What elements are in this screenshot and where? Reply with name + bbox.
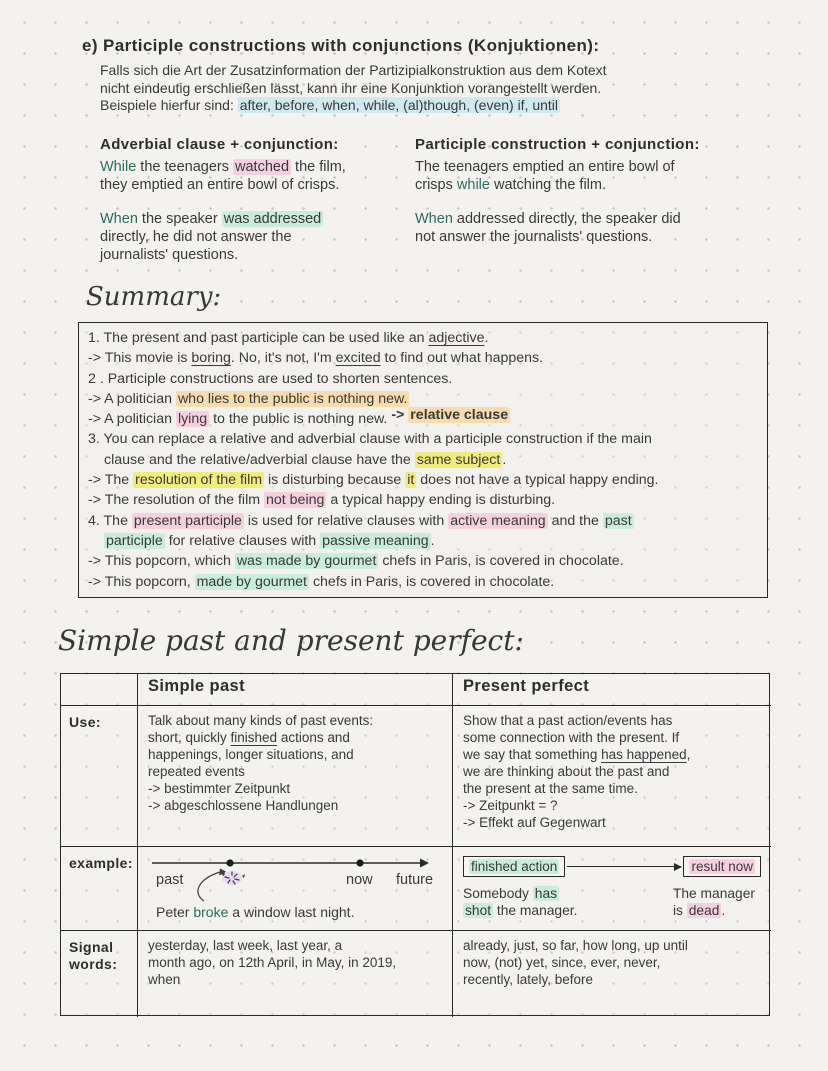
text-line: journalists' questions. xyxy=(100,247,239,263)
finished-action-result-diagram xyxy=(463,856,761,877)
past-event-dot xyxy=(226,859,233,866)
text-line: 1. The present and past participle can be used like an adjective. xyxy=(88,330,489,346)
text-line: we say that something has happened, xyxy=(463,747,691,762)
intro-paragraph xyxy=(100,62,790,115)
text-line: 2 . Participle constructions are used to shorten sentences. xyxy=(88,370,453,387)
text-line: happenings, longer situations, and xyxy=(148,747,354,762)
page-title: e) Participle constructions with conjunctions (Konjuktionen): xyxy=(82,36,600,55)
participle-example-1 xyxy=(415,158,790,194)
text-line: short, quickly finished actions and xyxy=(148,730,350,745)
result-now-box xyxy=(683,856,761,877)
text-line: clause and the relative/adverbial clause have the same subject . xyxy=(104,451,507,468)
timeline-future-label: future xyxy=(396,872,434,888)
comparison-columns xyxy=(100,136,790,264)
text-line: Somebody has xyxy=(463,886,558,901)
timeline-arrowhead xyxy=(420,859,429,868)
text-line: The teenagers emptied an entire bowl of xyxy=(415,159,675,175)
timeline-past-label: past xyxy=(156,872,184,888)
text-line: some connection with the present. If xyxy=(463,730,680,745)
text-line: -> This popcorn, made by gourmet chefs in Paris, is covered in chocolate. xyxy=(88,573,555,590)
result-now-label: result now xyxy=(691,859,753,874)
text-line: crisps while watching the film. xyxy=(415,177,607,193)
text-line: Falls sich die Art der Zusatzinformation der Partizipialkonstruktion aus dem Kotext xyxy=(100,62,607,78)
tense-section-heading: Simple past and present perfect: xyxy=(58,624,524,657)
text-line: When addressed directly, the speaker did xyxy=(415,211,681,227)
simple-past-header: Simple past xyxy=(138,674,453,706)
text-line: -> This movie is boring. No, it's not, I'm excited to find out what happens. xyxy=(88,350,544,367)
text-line: The manager xyxy=(672,886,755,901)
text-line: is dead . xyxy=(672,903,726,918)
text-line: When the speaker was addressed xyxy=(100,211,322,227)
summary-box xyxy=(78,322,768,598)
finished-action-box xyxy=(463,856,565,877)
text-line: month ago, on 12th April, in May, in 2019, xyxy=(148,955,397,970)
present-perfect-sentence xyxy=(463,885,577,919)
text-line: Peter broke a window last night. xyxy=(156,904,355,920)
text-line: Beispiele hierfur sind: after, before, when, while, (al)though, (even) if, until xyxy=(100,97,559,113)
timeline-now-label: now xyxy=(346,872,373,888)
summary-heading: Summary: xyxy=(86,282,222,312)
text-line: While the teenagers watched the film, xyxy=(100,159,346,175)
result-arrow xyxy=(567,866,681,867)
finished-action-label: finished action xyxy=(471,859,558,874)
text-line: directly, he did not answer the xyxy=(100,229,292,245)
table-corner-cell xyxy=(61,674,138,706)
text-line: the present at the same time. xyxy=(463,781,638,796)
text-line: 3. You can replace a relative and adverbial clause with a participle construction if the main xyxy=(88,431,652,448)
text-line: not answer the journalists' questions. xyxy=(415,229,653,245)
text-line: we are thinking about the past and xyxy=(463,764,670,779)
sentence-to-dot-arrow xyxy=(198,872,220,901)
text-line: Talk about many kinds of past events: xyxy=(148,713,374,728)
adverbial-example-2 xyxy=(100,210,415,264)
participle-construction-column xyxy=(415,136,790,264)
text-line: -> Zeitpunkt = ? xyxy=(463,798,558,813)
text-line: Show that a past action/events has xyxy=(463,713,673,728)
text-line: -> A politician lying to the public is nothing new. -> relative clause xyxy=(88,407,509,428)
example-simple-past-cell xyxy=(138,847,453,931)
text-line: recently, lately, before xyxy=(463,972,594,987)
result-sentence xyxy=(673,885,761,919)
text-line: -> abgeschlossene Handlungen xyxy=(148,798,339,813)
simple-past-example-sentence xyxy=(148,904,442,921)
adverbial-clause-column xyxy=(100,136,415,264)
participle-example-2 xyxy=(415,210,790,246)
text-line: yesterday, last week, last year, a xyxy=(148,938,343,953)
present-perfect-header: Present perfect xyxy=(453,674,771,706)
text-line: repeated events xyxy=(148,764,245,779)
text-line: -> The resolution of the film is disturbing because it does not have a typical happy ending. xyxy=(88,472,659,489)
text-line: 4. The present participle is used for relative clauses with active meaning and the past xyxy=(88,512,632,529)
adverbial-example-1 xyxy=(100,158,415,194)
timeline-diagram xyxy=(148,853,443,903)
use-row-label: Use: xyxy=(61,706,138,847)
text-line: nicht eindeutig erschließen lässt, kann ihr eine Konjunktion vorangestellt werden. xyxy=(100,79,602,96)
adverbial-clause-heading: Adverbial clause + conjunction: xyxy=(100,136,339,153)
text-line: they emptied an entire bowl of crisps. xyxy=(100,177,340,193)
use-simple-past-cell xyxy=(138,706,453,847)
broken-window-doodle xyxy=(221,871,245,885)
text-line: already, just, so far, how long, up until xyxy=(463,938,688,953)
example-present-perfect-cell xyxy=(453,847,771,931)
text-line: now, (not) yet, since, ever, never, xyxy=(463,955,661,970)
text-line: -> bestimmter Zeitpunkt xyxy=(148,781,291,796)
text-line: -> Effekt auf Gegenwart xyxy=(463,815,606,830)
signal-words-simple-past-cell xyxy=(138,931,453,1017)
example-row-label: example: xyxy=(61,847,138,931)
signal-words-row-label: Signal words: xyxy=(61,931,138,1017)
text-line: participle for relative clauses with passive meaning . xyxy=(106,532,435,549)
text-line: -> The resolution of the film not being a typical happy ending is disturbing. xyxy=(88,492,556,509)
signal-words-present-perfect-cell xyxy=(453,931,771,1017)
text-line: -> This popcorn, which was made by gourmet chefs in Paris, is covered in chocolate. xyxy=(88,553,624,570)
text-line: when xyxy=(148,972,181,987)
tense-comparison-table xyxy=(60,673,770,1016)
use-present-perfect-cell xyxy=(453,706,771,847)
text-line: shot the manager. xyxy=(465,903,578,918)
now-dot xyxy=(356,859,363,866)
present-perfect-example-sentences xyxy=(463,885,761,919)
participle-construction-heading: Participle construction + conjunction: xyxy=(415,136,700,153)
text-line: -> A politician who lies to the public is nothing new. xyxy=(88,390,408,407)
